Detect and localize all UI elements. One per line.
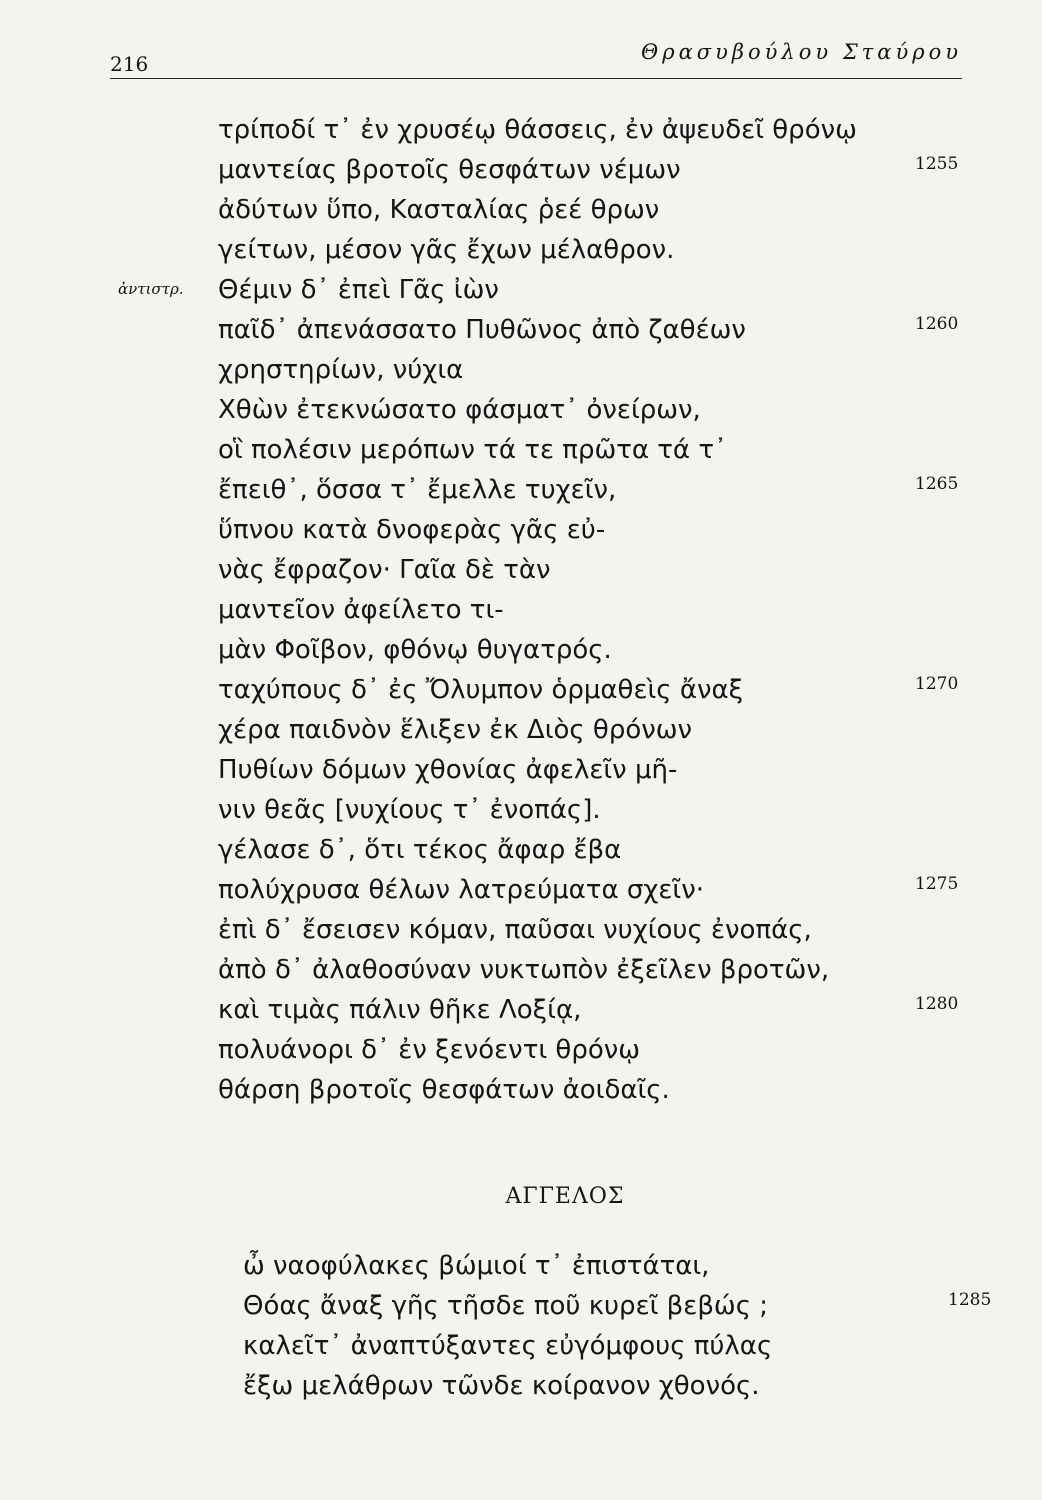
line-number: 1280	[915, 994, 959, 1014]
verse-line	[0, 470, 1042, 510]
line-number: 1285	[948, 1290, 992, 1310]
strophe-marker: ἀντιστρ.	[118, 280, 184, 298]
running-head: Θρασυβούλου Σταύρου	[641, 40, 962, 64]
verse-line	[0, 630, 1042, 670]
verse-line	[0, 230, 1042, 270]
verse-line	[0, 430, 1042, 470]
verse-line	[0, 350, 1042, 390]
verse-line	[0, 270, 1042, 310]
verse-line	[0, 1246, 1042, 1286]
verse-line	[0, 1326, 1042, 1366]
verse-line	[0, 390, 1042, 430]
verse-line	[0, 1286, 1042, 1326]
verse-text: Θόας ἄναξ γῆς τῆσδε ποῦ κυρεῖ βεβώς ;	[243, 1291, 768, 1321]
verse-text: Θέμιν δ᾽ ἐπεὶ Γᾶς ἰὼν	[218, 275, 499, 305]
page-header	[110, 38, 962, 82]
verse-line	[0, 190, 1042, 230]
verse-line	[0, 710, 1042, 750]
verse-line	[0, 310, 1042, 350]
verse-text: ταχύπους δ᾽ ἐς Ὄλυμπον ὁρμαθεὶς ἄναξ	[218, 675, 744, 705]
verse-text: Πυθίων δόμων χθονίας ἀφελεῖν μῆ-	[218, 755, 678, 785]
verse-text: θάρση βροτοῖς θεσφάτων ἀοιδαῖς.	[218, 1075, 670, 1105]
line-number: 1265	[915, 474, 959, 494]
verse-text: τρίποδί τ᾽ ἐν χρυσέῳ θάσσεις, ἐν ἀψευδεῖ θρόνῳ	[218, 115, 857, 145]
line-number: 1255	[915, 154, 959, 174]
messenger-speech	[0, 1246, 1042, 1406]
verse-text: καλεῖτ᾽ ἀναπτύξαντες εὐγόμφους πύλας	[243, 1331, 773, 1361]
verse-text: γέλασε δ᾽, ὅτι τέκος ἄφαρ ἔβα	[218, 835, 622, 865]
verse-text: γείτων, μέσον γᾶς ἔχων μέλαθρον.	[218, 235, 675, 265]
speaker-heading: ΑΓΓΕΛΟΣ	[505, 1184, 625, 1209]
line-number: 1260	[915, 314, 959, 334]
verse-text: καὶ τιμὰς πάλιν θῆκε Λοξίᾳ,	[218, 995, 582, 1025]
verse-text: πολυάνορι δ᾽ ἐν ξενόεντι θρόνῳ	[218, 1035, 641, 1065]
verse-text: νιν θεᾶς [νυχίους τ᾽ ἐνοπάς].	[218, 795, 601, 825]
line-number: 1275	[915, 874, 959, 894]
verse-text: χέρα παιδνὸν ἕλιξεν ἐκ Διὸς θρόνων	[218, 715, 693, 745]
verse-line	[0, 1070, 1042, 1110]
verse-text: ἀπὸ δ᾽ ἀλαθοσύναν νυκτωπὸν ἐξεῖλεν βροτῶν,	[218, 955, 830, 985]
verse-text: νὰς ἔφραζον· Γαῖα δὲ τὰν	[218, 555, 551, 585]
verse-text: χρηστηρίων, νύχια	[218, 355, 464, 385]
verse-line	[0, 910, 1042, 950]
verse-line	[0, 750, 1042, 790]
verse-text: μαντείας βροτοῖς θεσφάτων νέμων	[218, 155, 681, 185]
verse-text: ὕπνου κατὰ δνοφερὰς γᾶς εὐ-	[218, 515, 606, 545]
verse-text: ἐπὶ δ᾽ ἔσεισεν κόμαν, παῦσαι νυχίους ἐνοπάς,	[218, 915, 812, 945]
verse-line	[0, 150, 1042, 190]
verse-text: οἳ πολέσιν μερόπων τά τε πρῶτα τά τ᾽	[218, 435, 727, 465]
verse-line	[0, 550, 1042, 590]
choral-ode	[0, 110, 1042, 1110]
verse-line	[0, 670, 1042, 710]
verse-text: παῖδ᾽ ἀπενάσσατο Πυθῶνος ἀπὸ ζαθέων	[218, 315, 746, 345]
verse-line	[0, 990, 1042, 1030]
verse-line	[0, 950, 1042, 990]
verse-line	[0, 790, 1042, 830]
verse-line	[0, 110, 1042, 150]
line-number: 1270	[915, 674, 959, 694]
verse-line	[0, 1030, 1042, 1070]
verse-text: ἀδύτων ὕπο, Κασταλίας ῥεέ θρων	[218, 195, 660, 225]
verse-text: ὦ ναοφύλακες βώμιοί τ᾽ ἐπιστάται,	[243, 1251, 710, 1281]
verse-text: ἔπειθ᾽, ὅσσα τ᾽ ἔμελλε τυχεῖν,	[218, 475, 617, 505]
verse-line	[0, 1366, 1042, 1406]
verse-line	[0, 870, 1042, 910]
verse-line	[0, 830, 1042, 870]
page-number: 216	[110, 52, 149, 76]
header-rule	[110, 78, 962, 79]
verse-line	[0, 590, 1042, 630]
verse-text: ἔξω μελάθρων τῶνδε κοίρανον χθονός.	[243, 1371, 760, 1401]
verse-text: μαντεῖον ἀφείλετο τι-	[218, 595, 504, 625]
verse-line	[0, 510, 1042, 550]
verse-text: Χθὼν ἐτεκνώσατο φάσματ᾽ ὀνείρων,	[218, 395, 701, 425]
verse-text: πολύχρυσα θέλων λατρεύματα σχεῖν·	[218, 875, 705, 905]
verse-text: μὰν Φοῖβον, φθόνῳ θυγατρός.	[218, 635, 612, 665]
